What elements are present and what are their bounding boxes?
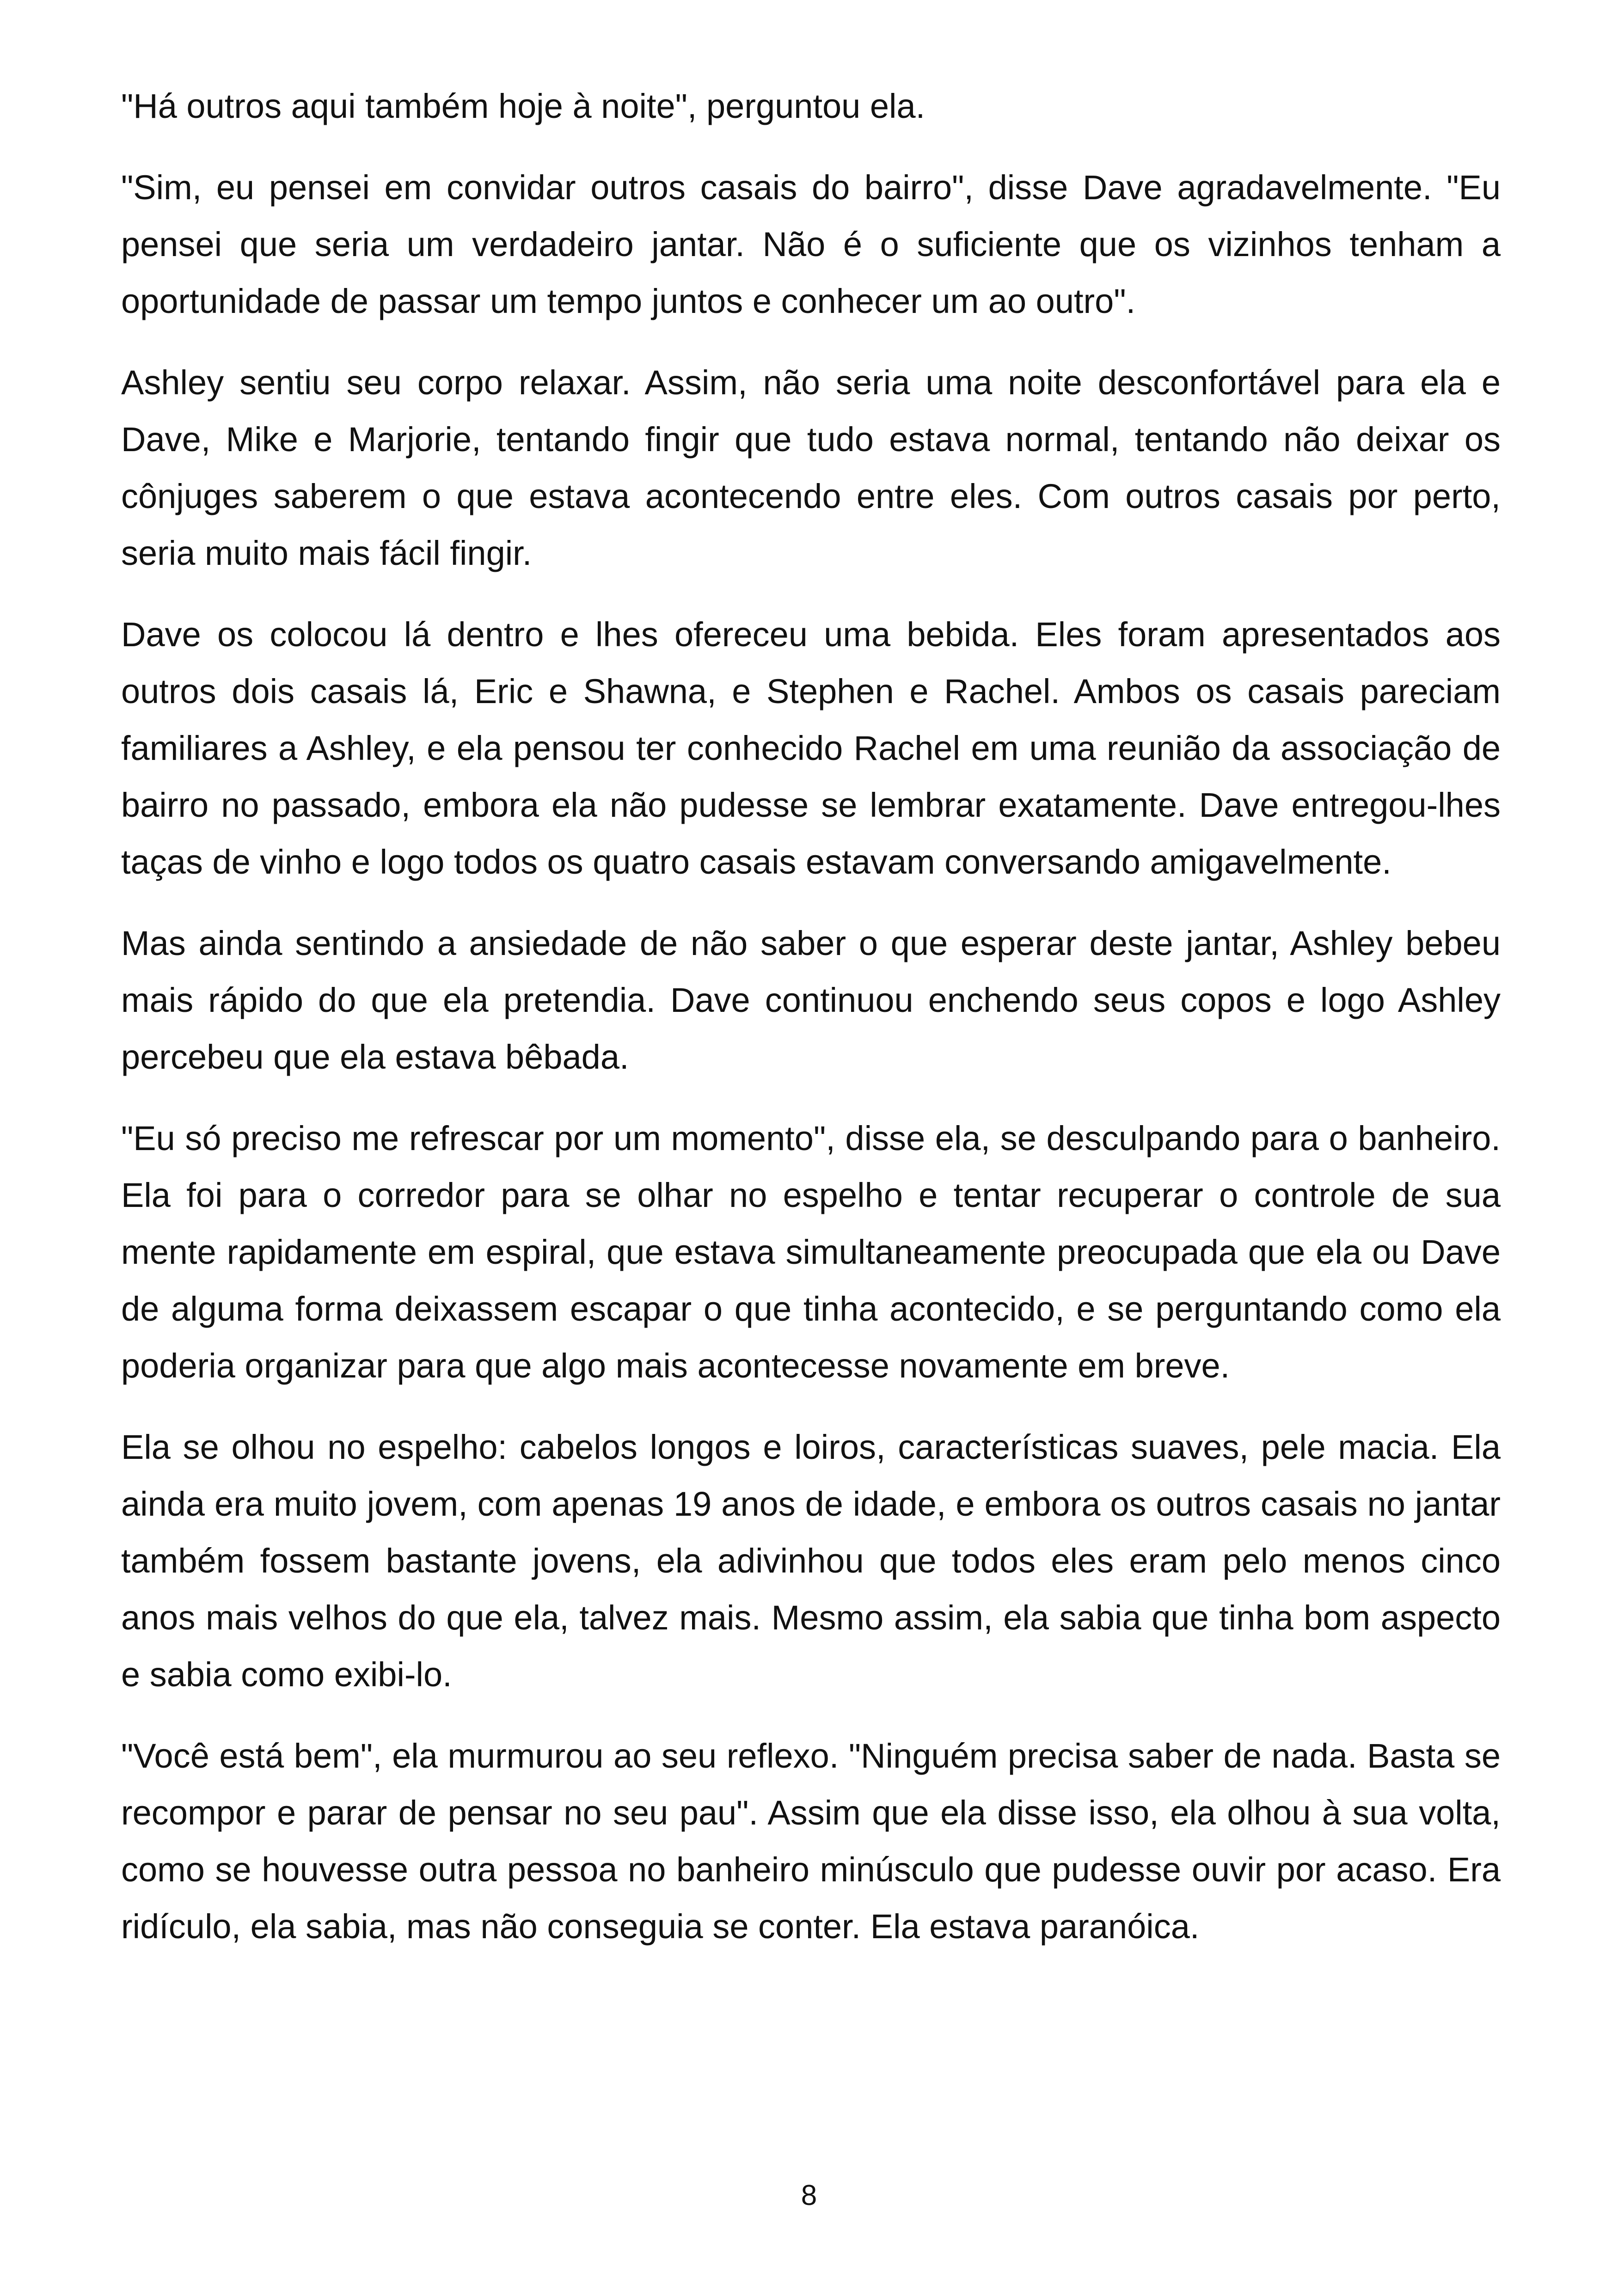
- paragraph: "Você está bem", ela murmurou ao seu reflexo. "Ninguém precisa saber de nada. Basta se recompor e parar de pensar no seu pau". Assim que ela disse isso, ela olhou à sua volta, como se houvesse outra pessoa no banheiro minúsculo que pudesse ouvir por acaso. Era ridículo, ela sabia, mas não conseguia se conter. Ela estava paranóica.: [121, 1737, 1501, 1946]
- paragraph: Ela se olhou no espelho: cabelos longos e loiros, características suaves, pele macia. Ela ainda era muito jovem, com apenas 19 anos de idade, e embora os outros casais no jantar também fossem bastante jovens, ela adivinhou que todos eles eram pelo menos cinco anos mais velhos do que ela, talvez mais. Mesmo assim, ela sabia que tinha bom aspecto e sabia como exibi-lo.: [121, 1428, 1501, 1694]
- paragraph: Dave os colocou lá dentro e lhes ofereceu uma bebida. Eles foram apresentados aos outros dois casais lá, Eric e Shawna, e Stephen e Rachel. Ambos os casais pareciam familiares a Ashley, e ela pensou ter conhecido Rachel em uma reunião da associação de bairro no passado, embora ela não pudesse se lembrar exatamente. Dave entregou-lhes taças de vinho e logo todos os quatro casais estavam conversando amigavelmente.: [121, 615, 1501, 881]
- paragraph: "Sim, eu pensei em convidar outros casais do bairro", disse Dave agradavelmente. "Eu pensei que seria um verdadeiro jantar. Não é o suficiente que os vizinhos tenham a oportunidade de passar um tempo juntos e conhecer um ao outro".: [121, 168, 1501, 320]
- paragraph: Mas ainda sentindo a ansiedade de não saber o que esperar deste jantar, Ashley bebeu mais rápido do que ela pretendia. Dave continuou enchendo seus copos e logo Ashley percebeu que ela estava bêbada.: [121, 924, 1501, 1076]
- page-number: 8: [801, 2180, 817, 2211]
- paragraph: "Há outros aqui também hoje à noite", perguntou ela.: [121, 87, 925, 125]
- body-text: [121, 78, 1501, 1955]
- paragraph: Ashley sentiu seu corpo relaxar. Assim, não seria uma noite desconfortável para ela e Dave, Mike e Marjorie, tentando fingir que tudo estava normal, tentando não deixar os cônjuges saberem o que estava acontecendo entre eles. Com outros casais por perto, seria muito mais fácil fingir.: [121, 363, 1501, 572]
- paragraph: "Eu só preciso me refrescar por um momento", disse ela, se desculpando para o banheiro. Ela foi para o corredor para se olhar no espelho e tentar recuperar o controle de sua mente rapidamente em espiral, que estava simultaneamente preocupada que ela ou Dave de alguma forma deixassem escapar o que tinha acontecido, e se perguntando como ela poderia organizar para que algo mais acontecesse novamente em breve.: [121, 1119, 1501, 1385]
